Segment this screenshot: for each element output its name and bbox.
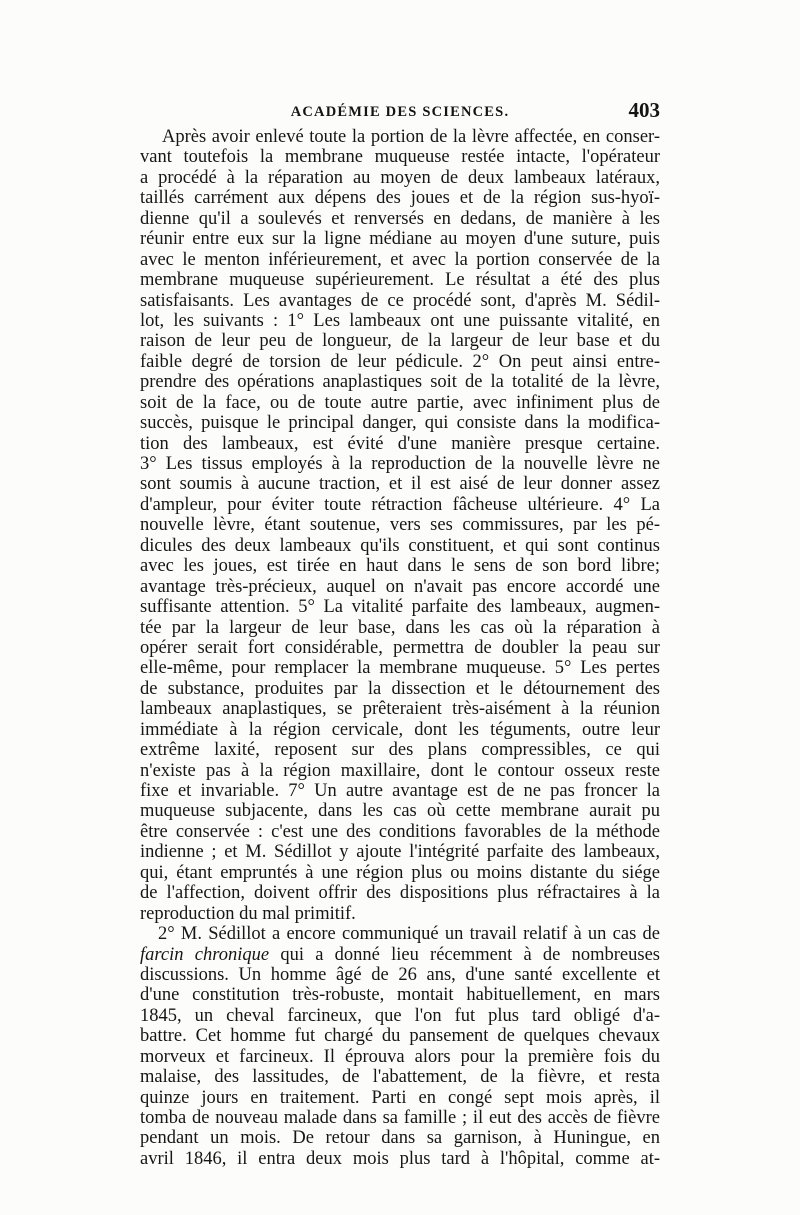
text-line: discussions. Un homme âgé de 26 ans, d'une santé excellente et bbox=[140, 964, 660, 985]
text-line: tion des lambeaux, est évité d'une manière presque certaine. bbox=[140, 433, 660, 454]
text-line: membrane muqueuse supérieurement. Le résultat a été des plus bbox=[140, 270, 660, 291]
italic-term: farcin chronique bbox=[140, 944, 270, 965]
text-line: elle-même, pour remplacer la membrane muqueuse. 5° Les pertes bbox=[140, 658, 660, 679]
text-line: être conservée : c'est une des conditions favorables de la méthode bbox=[140, 821, 660, 842]
text-line: malaise, des lassitudes, de l'abattement, de la fièvre, et resta bbox=[140, 1067, 660, 1088]
text-line: nouvelle lèvre, étant soutenue, vers ses commissures, par les pé- bbox=[140, 515, 660, 536]
text-line: 2° M. Sédillot a encore communiqué un travail relatif à un cas de bbox=[158, 924, 660, 945]
text-line: extrême laxité, reposent sur des plans compressibles, ce qui bbox=[140, 740, 660, 761]
text-line: avec le menton inférieurement, et avec la portion conservée de la bbox=[140, 249, 660, 270]
text-line: immédiate à la région cervicale, dont les téguments, outre leur bbox=[140, 719, 660, 740]
text-line: pendant un mois. De retour dans sa garnison, à Huningue, en bbox=[140, 1128, 660, 1149]
text-line: muqueuse subjacente, dans les cas où cette membrane aurait pu bbox=[140, 801, 660, 822]
text-line: succès, puisque le principal danger, qui consiste dans la modifica- bbox=[140, 413, 660, 434]
text-line: dienne qu'il a soulevés et renversés en dedans, de manière à les bbox=[140, 208, 660, 229]
text-line: satisfaisants. Les avantages de ce procédé sont, d'après M. Sédil- bbox=[140, 290, 660, 311]
text-line: tomba de nouveau malade dans sa famille ; il eut des accès de fièvre bbox=[140, 1108, 660, 1128]
text-line: taillés carrément aux dépens des joues et de la région sus-hyoï- bbox=[140, 188, 660, 209]
text-line: 1845, un cheval farcineux, que l'on fut plus tard obligé d'a- bbox=[140, 1005, 660, 1026]
text-line: lambeaux anaplastiques, se prêteraient très-aisément à la réunion bbox=[140, 699, 660, 720]
page-header bbox=[140, 98, 660, 124]
text-line: dicules des deux lambeaux qu'ils constituent, et qui sont continus bbox=[140, 535, 660, 556]
text-line: farcin chronique qui a donné lieu récemment à de nombreuses bbox=[140, 944, 660, 965]
text-line: lot, les suivants : 1° Les lambeaux ont une puissante vitalité, en bbox=[140, 310, 660, 331]
text-line: sont soumis à aucune traction, et il est aisé de leur donner assez bbox=[140, 474, 660, 495]
text-line: d'une constitution très-robuste, montait habituellement, en mars bbox=[140, 985, 660, 1006]
text-line: raison de leur peu de longueur, de la largeur de leur base et du bbox=[140, 331, 660, 352]
text-line: indienne ; et M. Sédillot y ajoute l'intégrité parfaite des lambeaux, bbox=[140, 842, 660, 863]
page-number: 403 bbox=[628, 98, 660, 122]
text-line: morveux et farcineux. Il éprouva alors pour la première fois du bbox=[140, 1046, 660, 1067]
text-line: fixe et invariable. 7° Un autre avantage est de ne pas froncer la bbox=[140, 781, 660, 801]
text-line: avantage très-précieux, auquel on n'avait pas encore accordé une bbox=[140, 576, 660, 597]
text-line: avec les joues, est tirée en haut dans le sens de son bord libre; bbox=[140, 556, 660, 577]
text-line: tée par la largeur de leur base, dans les cas où la réparation à bbox=[140, 617, 660, 638]
text-line: reproduction du mal primitif. bbox=[140, 903, 356, 924]
text-line: Après avoir enlevé toute la portion de la lèvre affectée, en conser- bbox=[162, 127, 660, 147]
text-line: suffisante attention. 5° La vitalité parfaite des lambeaux, augmen- bbox=[140, 597, 660, 618]
text-line: quinze jours en traitement. Parti en congé sept mois après, il bbox=[140, 1087, 660, 1108]
text-line: opérer serait fort considérable, permettra de doubler la peau sur bbox=[140, 637, 660, 658]
text-line: vant toutefois la membrane muqueuse restée intacte, l'opérateur bbox=[140, 147, 660, 168]
text-line: a procédé à la réparation au moyen de deux lambeaux latéraux, bbox=[140, 167, 660, 188]
text-line: réunir entre eux sur la ligne médiane au moyen d'une suture, puis bbox=[140, 229, 660, 250]
body-text bbox=[140, 127, 660, 1169]
text-line: battre. Cet homme fut chargé du pansement de quelques chevaux bbox=[140, 1026, 660, 1047]
text-line: prendre des opérations anaplastiques soit de la totalité de la lèvre, bbox=[140, 372, 660, 393]
running-title: ACADÉMIE DES SCIENCES. bbox=[290, 104, 510, 120]
text-line: de l'affection, doivent offrir des dispositions plus réfractaires à la bbox=[140, 883, 660, 904]
text-line: de substance, produites par la dissection et le détournement des bbox=[140, 678, 660, 699]
text-line: d'ampleur, pour éviter toute rétraction fâcheuse ultérieure. 4° La bbox=[140, 494, 660, 515]
text-line: faible degré de torsion de leur pédicule. 2° On peut ainsi entre- bbox=[140, 351, 660, 372]
text-line: avril 1846, il entra deux mois plus tard à l'hôpital, comme at- bbox=[140, 1148, 660, 1169]
text-line: 3° Les tissus employés à la reproduction de la nouvelle lèvre ne bbox=[140, 454, 660, 474]
text-line: n'existe pas à la région maxillaire, dont le contour osseux reste bbox=[140, 760, 660, 781]
text-line: soit de la face, ou de toute autre partie, avec infiniment plus de bbox=[140, 392, 660, 413]
text-line: qui, étant empruntés à une région plus ou moins distante du siége bbox=[140, 862, 660, 883]
